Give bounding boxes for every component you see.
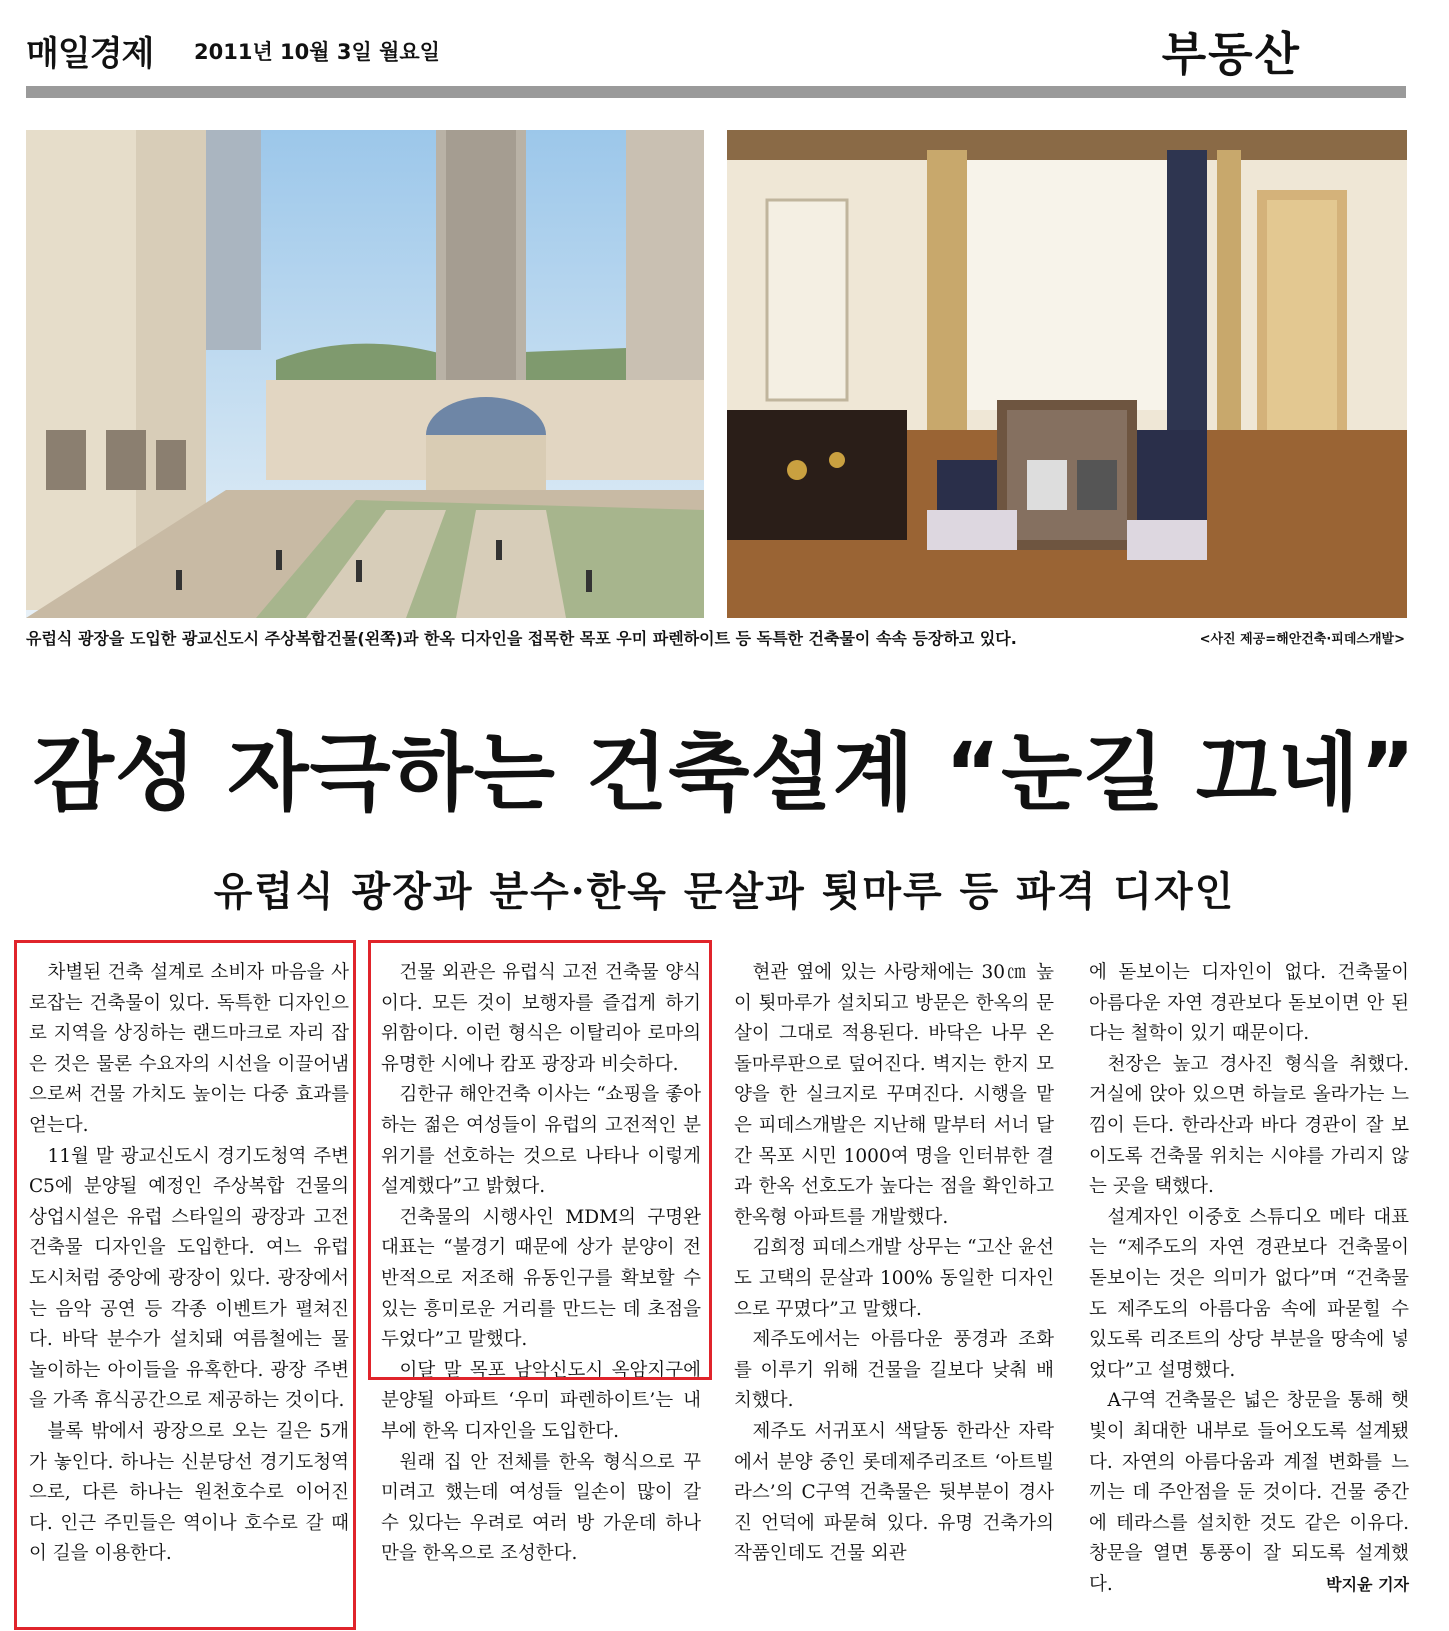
photo-credit: <사진 제공=해안건축·피데스개발> [1199,632,1405,647]
paragraph: 제주도에서는 아름다운 풍경과 조화를 이루기 위해 건물을 길보다 낮춰 배치했다. [734,1329,1054,1412]
paragraph: 원래 집 안 전체를 한옥 형식으로 꾸미려고 했는데 여성들 일손이 많이 갈 수 있다는 우려로 여러 방 가운데 하나만을 한옥으로 조성한다. [381,1451,701,1565]
photo-hanok-interior [727,130,1407,618]
section-title: 부동산 [1161,27,1301,81]
paragraph: 김희정 피데스개발 상무는 “고산 윤선도 고택의 문살과 100% 동일한 디자인으로 꾸몄다”고 말했다. [734,1237,1054,1320]
paragraph: 블록 밖에서 광장으로 오는 길은 5개가 놓인다. 하나는 신분당선 경기도청역으로, 다른 하나는 원천호수로 이어진다. 인근 주민들은 역이나 호수로 갈 때 이 길을 이용한다. [29,1420,349,1565]
paragraph: 김한규 해안건축 이사는 “쇼핑을 좋아하는 젊은 여성들이 유럽의 고전적인 분위기를 선호하는 것으로 나타나 이렇게 설계했다”고 밝혔다. [381,1084,701,1198]
paragraph: 이달 말 목포 남악신도시 옥암지구에 분양될 아파트 ‘우미 파렌하이트’는 내부에 한옥 디자인을 도입한다. [381,1359,701,1442]
highlight-box-column-1 [14,940,356,1630]
photo-caption: 유럽식 광장을 도입한 광교신도시 주상복합건물(왼쪽)과 한옥 디자인을 접목한 목포 우미 파렌하이트 등 독특한 건축물이 속속 등장하고 있다. [26,629,1017,648]
paragraph: 제주도 서귀포시 색달동 한라산 자락에서 분양 중인 롯데제주리조트 ‘아트빌라스’의 C구역 건축물은 뒷부분이 경사진 언덕에 파묻혀 있다. 유명 건축가의 작품인데도 건물 외관 [734,1420,1054,1565]
subheadline: 유럽식 광장과 분수·한옥 문살과 툇마루 등 파격 디자인 [213,868,1236,915]
paragraph: 건축물의 시행사인 MDM의 구명완 대표는 “불경기 때문에 상가 분양이 전반적으로 저조해 유동인구를 확보할 수 있는 흥미로운 거리를 만드는 데 초점을 두었다”고 말했다. [381,1206,701,1351]
paragraph-text: A구역 건축물은 넓은 창문을 통해 햇빛이 최대한 내부로 들어오도록 설계됐다. 자연의 아름다움과 계절 변화를 느끼는 데 주안점을 둔 것이다. 건물 중간에 테라스를 설치한 것도 같은 이유다. 창문을 열면 통풍이 잘 되도록 설계했다. [1089,1390,1409,1595]
header-divider [26,86,1406,98]
byline: 박지윤 기자 [1326,1574,1409,1594]
plaza-illustration [26,130,704,618]
photo-european-plaza [26,130,704,618]
article-column-3 [734,958,1054,1570]
masthead [26,18,1406,88]
newspaper-name: 매일경제 [26,34,154,74]
article-column-4 [1089,958,1409,1600]
paragraph [1089,1386,1409,1600]
paragraph: 11월 말 광교신도시 경기도청역 주변 C5에 분양될 예정인 주상복합 건물의 상업시설은 유럽 스타일의 광장과 고전 건축물 디자인을 도입한다. 여느 유럽 도시처럼 중앙에 광장이 있다. 광장에서는 음악 공연 등 각종 이벤트가 펼쳐진다. 바닥 분수가 설치돼 여름철에는 물놀이하는 아이들을 유혹한다. 광장 주변을 가족 휴식공간으로 제공하는 것이다. [29,1145,349,1412]
highlight-box-column-2 [368,940,712,1380]
paragraph: 설계자인 이중호 스튜디오 메타 대표는 “제주도의 자연 경관보다 건축물이 돋보이는 것은 의미가 없다”며 “건축물도 제주도의 아름다움 속에 파묻힐 수 있도록 리조트의 상당 부분을 땅속에 넣었다”고 설명했다. [1089,1206,1409,1381]
paragraph: 현관 옆에 있는 사랑채에는 30㎝ 높이 툇마루가 설치되고 방문은 한옥의 문살이 그대로 적용된다. 바닥은 나무 온돌마루판으로 덮어진다. 벽지는 한지 모양을 한 실크지로 꾸며진다. 시행을 맡은 피데스개발은 지난해 말부터 서너 달간 목포 시민 1000여 명을 인터뷰한 결과 한옥 선호도가 높다는 점을 확인하고 한옥형 아파트를 개발했다. [734,962,1054,1228]
paragraph: 에 돋보이는 디자인이 없다. 건축물이 아름다운 자연 경관보다 돋보이면 안 된다는 철학이 있기 때문이다. [1089,962,1409,1045]
hanok-room-illustration [727,130,1407,618]
paragraph: 차별된 건축 설계로 소비자 마음을 사로잡는 건축물이 있다. 독특한 디자인으로 지역을 상징하는 랜드마크로 자리 잡은 것은 물론 수요자의 시선을 이끌어냄으로써 건물 가치도 높이는 다중 효과를 얻는다. [29,962,349,1136]
paragraph: 천장은 높고 경사진 형식을 취했다. 거실에 앉아 있으면 하늘로 올라가는 느낌이 든다. 한라산과 바다 경관이 잘 보이도록 건축물 위치는 시야를 가리지 않는 곳을 택했다. [1089,1053,1409,1198]
headline: 감성 자극하는 건축설계 “눈길 끄네” [32,724,1417,822]
publication-date: 2011년 10월 3일 월요일 [194,40,440,64]
paragraph: 건물 외관은 유럽식 고전 건축물 양식이다. 모든 것이 보행자를 즐겁게 하기 위함이다. 이런 형식은 이탈리아 로마의 유명한 시에나 캄포 광장과 비슷하다. [381,962,701,1075]
